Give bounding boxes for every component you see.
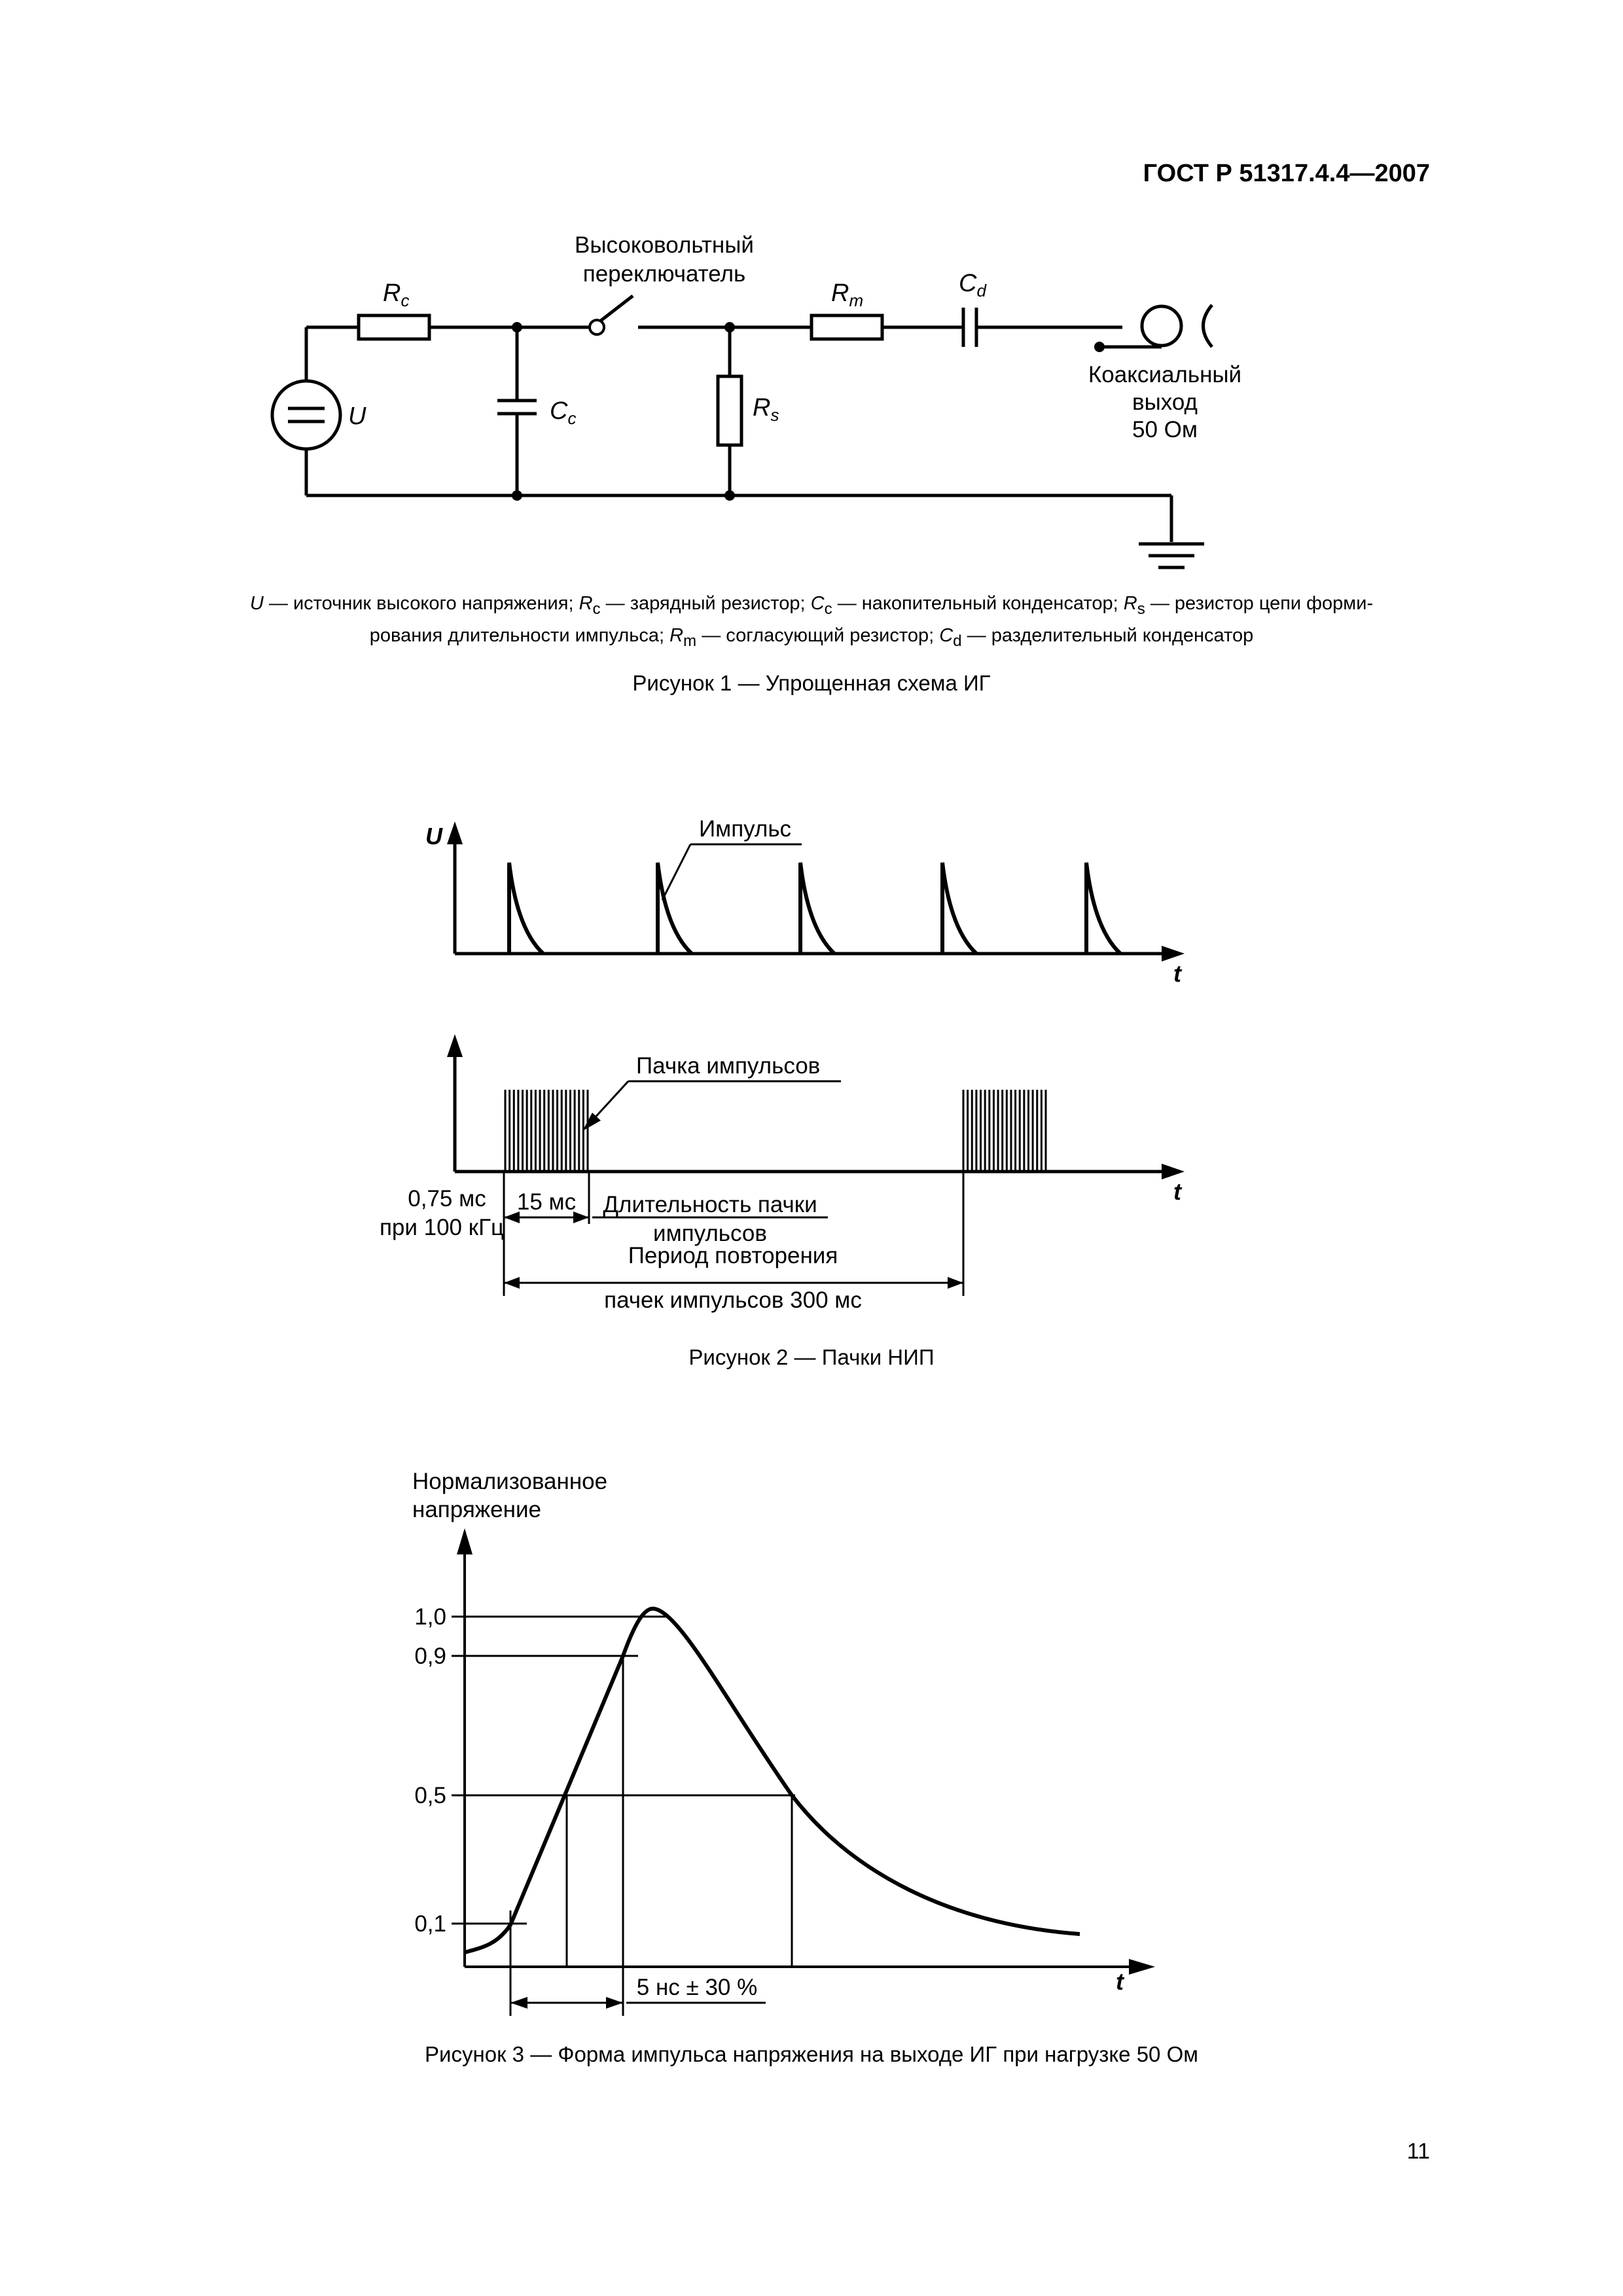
fig2-duration-line1: Длительность пачки [603, 1192, 817, 1217]
fig2-period-line2: пачек импульсов 300 мс [604, 1287, 862, 1313]
fig2-duration-line2: импульсов [653, 1221, 767, 1246]
page-number: 11 [1406, 2139, 1430, 2164]
fig2-left-note-line1: 0,75 мс [408, 1186, 486, 1211]
label-rc: $R_c$ [383, 279, 410, 310]
coax-label-line3: 50 Ом [1132, 417, 1198, 442]
fig3-tick-0-1: 0,1 [414, 1911, 446, 1937]
fig2-y-label: U [425, 823, 442, 850]
label-cd: $C_d$ [959, 270, 986, 300]
fig2-burst-label: Пачка импульсов [636, 1053, 821, 1079]
fig3-t-label: t [1116, 1968, 1124, 1995]
fig2-bottom-t-label: t [1173, 1178, 1181, 1205]
label-u: U [348, 403, 366, 430]
fig3-rise-time: 5 нс ± 30 % [636, 1975, 758, 2000]
legend-line2: рования длительности импульса; $R_m$ — согласующий резистор; $C_d$ — разделительный конденсатор [369, 624, 1254, 650]
coax-label-line2: выход [1132, 389, 1198, 415]
figure3-caption: Рисунок 3 — Форма импульса напряжения на выходе ИГ при нагрузке 50 Ом [425, 2042, 1198, 2066]
figure2-caption: Рисунок 2 — Пачки НИП [688, 1345, 935, 1369]
fig2-top-t-label: t [1173, 960, 1181, 987]
switch-label-line1: Высоковольтный [575, 232, 754, 258]
fig2-pulse-label: Импульс [699, 816, 792, 842]
fig3-tick-1-0: 1,0 [414, 1604, 446, 1630]
document-header: ГОСТ Р 51317.4.4—2007 [1143, 160, 1430, 187]
coax-label-line1: Коаксиальный [1088, 362, 1242, 387]
fig3-tick-0-9: 0,9 [414, 1643, 446, 1669]
fig3-tick-0-5: 0,5 [414, 1783, 446, 1808]
switch-label-line2: переключатель [582, 261, 746, 287]
fig2-left-note-line2: при 100 кГц [379, 1215, 505, 1240]
fig3-y-label-line1: Нормализованное [412, 1469, 608, 1494]
fig3-y-label-line2: напряжение [412, 1497, 541, 1522]
pulse-waveform-curve [465, 1609, 1080, 1952]
label-cc: $C_c$ [550, 397, 577, 428]
label-rs: $R_s$ [753, 394, 779, 425]
fig2-period-line1: Период повторения [628, 1243, 838, 1268]
fig2-burst-width: 15 мс [516, 1189, 577, 1215]
legend-line1: U — источник высокого напряжения; $R_c$ — зарядный резистор; $C_c$ — накопительный конденсатор; $R_s$ — резистор цепи форми- [249, 593, 1374, 618]
figure1-caption: Рисунок 1 — Упрощенная схема ИГ [632, 671, 991, 695]
label-rm: $R_m$ [831, 279, 864, 310]
